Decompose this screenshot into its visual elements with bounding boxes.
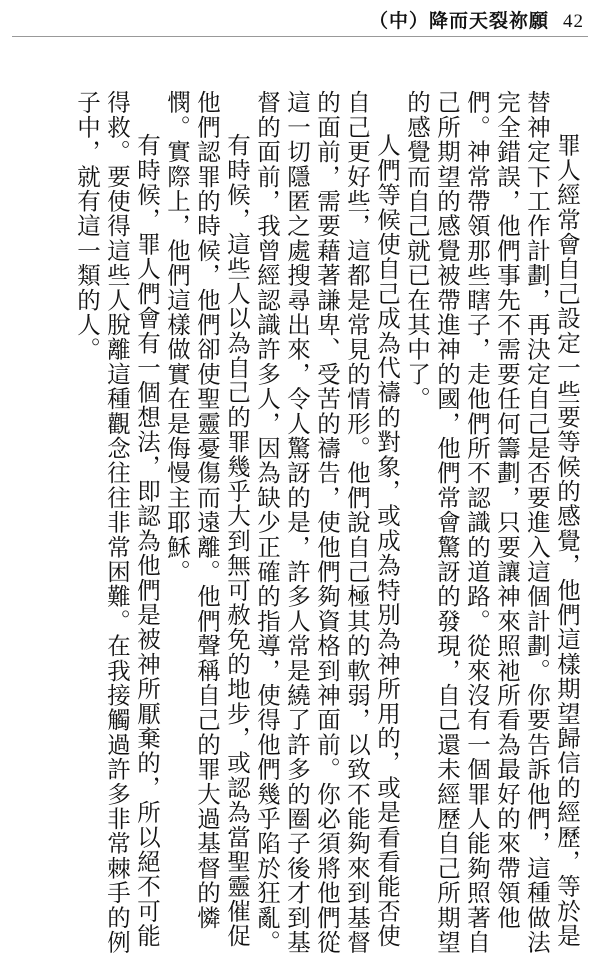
vertical-body-text [8,90,582,960]
paragraph-1: 罪人經常會自己設定一些要等候的感覺，他們這樣期望歸信的經歷，等於是替神定下工作計劃，再決定自己是否要進入這個計劃。你要告訴他們，這種做法完全錯誤，他們事先不需要任何籌劃，只要讓神來照祂所看為最好的來帶領他們。神常帶領那些瞎子，走他們所不認識的道路。從來沒有一個罪人能夠照著自己所期望的感覺被帶進神的國，他們常會驚訝的發現，自己還未經歷自己所期望的感覺而自己就已在其中了。 [403,90,581,955]
header-divider [12,36,588,37]
running-header [369,6,584,33]
page-number: 42 [563,11,584,32]
paragraph-2: 人們等候使自己成為代禱的對象，或成為特別為神所用的，或是看看能否使自己更好些，這都是常見的情形。他們說自己極其的軟弱，以致不能夠來到基督的面前，需要藉著謙卑、受苦的禱告，使他們夠資格到神面前。你必須將他們從這一切隱匿之處搜尋出來，令人驚訝的是，許多人常是繞了許多的圈子後才到基督的面前，我曾經認識許多人，因為缺少正確的指導，使得他們幾乎陷於狂亂。 [253,90,401,955]
paragraph-3: 有時候，這些人以為自己的罪幾乎大到無可赦免的地步，或認為當聖靈催促他們認罪的時候，他們卻使聖靈憂傷而遠離。他們聲稱自己的罪大過基督的憐憫。實際上，他們這樣做實在是侮慢主耶穌。 [163,90,251,949]
paragraph-4: 有時候，罪人們會有一個想法，即認為他們是被神所厭棄的，所以絕不可能得救。要使得這些人脫離這種觀念往往非常困難。在我接觸過許多非常棘手的例子中，就有這一類的人。 [73,90,161,955]
chapter-title: （中）降而天裂祢願 [368,10,549,32]
